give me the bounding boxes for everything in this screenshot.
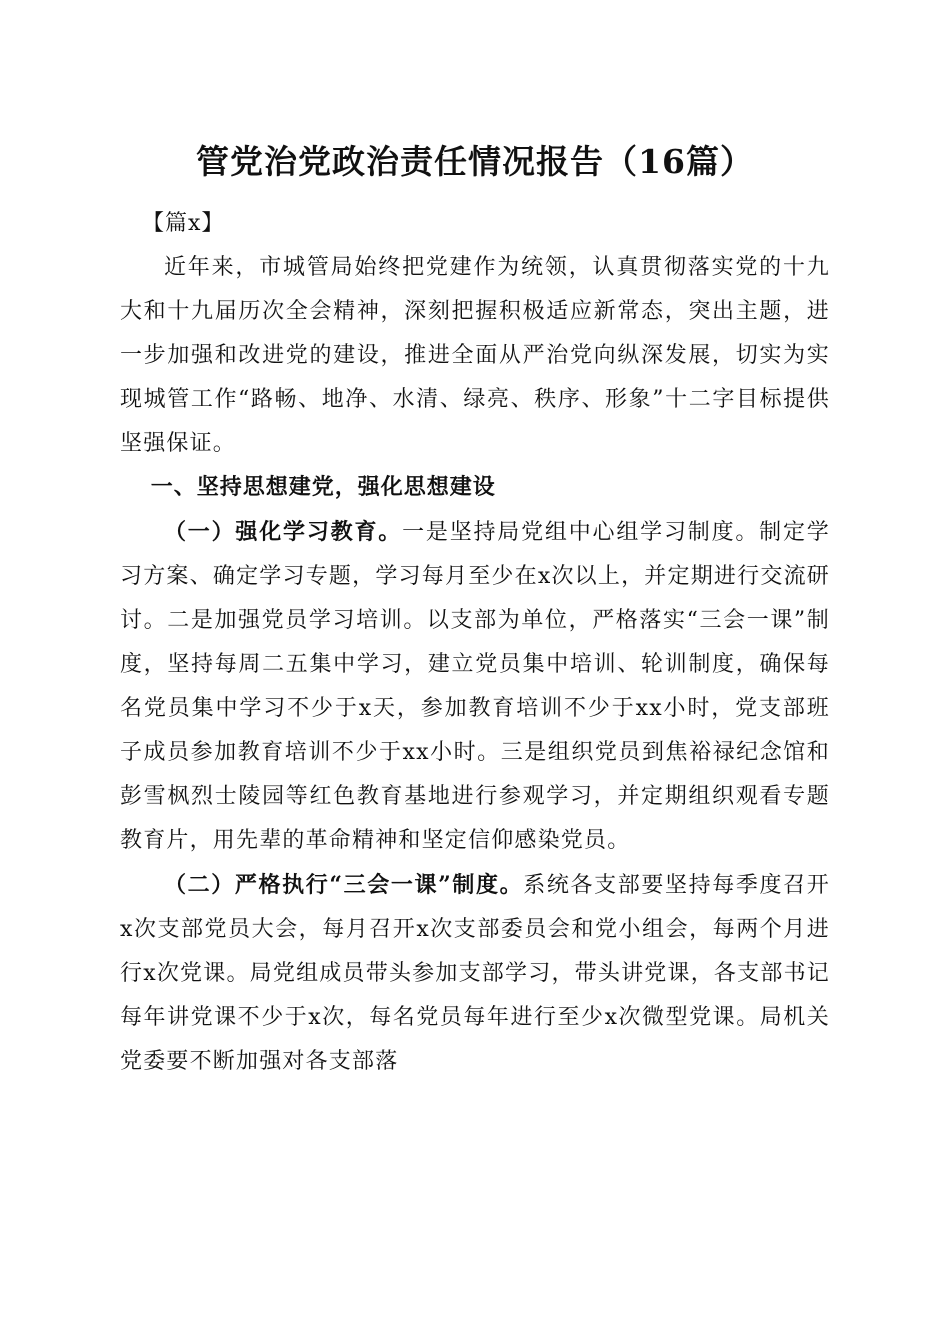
item-2-body: 系统各支部要坚持每季度召开x次支部党员大会，每月召开x次支部委员会和党小组会，每两个月进行x次党课。局党组成员带头参加支部学习，带头讲党课，各支部书记每年讲党课不少于x次，每名党员每年进行至少x次微型党课。局机关党委要不断加强对各支部落 [120,873,830,1074]
item-1-title: （一）强化学习教育。 [164,519,403,545]
section-heading: 一、坚持思想建党，强化思想建设 [150,475,496,500]
document-body [120,202,830,1084]
item-1-paragraph [120,510,830,863]
item-2-paragraph [120,863,830,1084]
item-2-title: （二）严格执行“三会一课”制度。 [164,872,524,898]
section-label: 【篇x】 [142,211,225,236]
intro-paragraph: 近年来，市城管局始终把党建作为统领，认真贯彻落实党的十九大和十九届历次全会精神，深刻把握积极适应新常态，突出主题，进一步加强和改进党的建设，推进全面从严治党向纵深发展，切实为实现城管工作“路畅、地净、水清、绿亮、秩序、形象”十二字目标提供坚强保证。 [120,255,830,456]
item-1-body: 一是坚持局党组中心组学习制度。制定学习方案、确定学习专题，学习每月至少在x次以上，并定期进行交流研讨。二是加强党员学习培训。以支部为单位，严格落实“三会一课”制度，坚持每周二五集中学习，建立党员集中培训、轮训制度，确保每名党员集中学习不少于x天，参加教育培训不少于xx小时，党支部班子成员参加教育培训不少于xx小时。三是组织党员到焦裕禄纪念馆和彭雪枫烈士陵园等红色教育基地进行参观学习，并定期组织观看专题教育片，用先辈的革命精神和坚定信仰感染党员。 [120,520,830,853]
document-title: 管党治党政治责任情况报告（16篇） [196,142,754,181]
